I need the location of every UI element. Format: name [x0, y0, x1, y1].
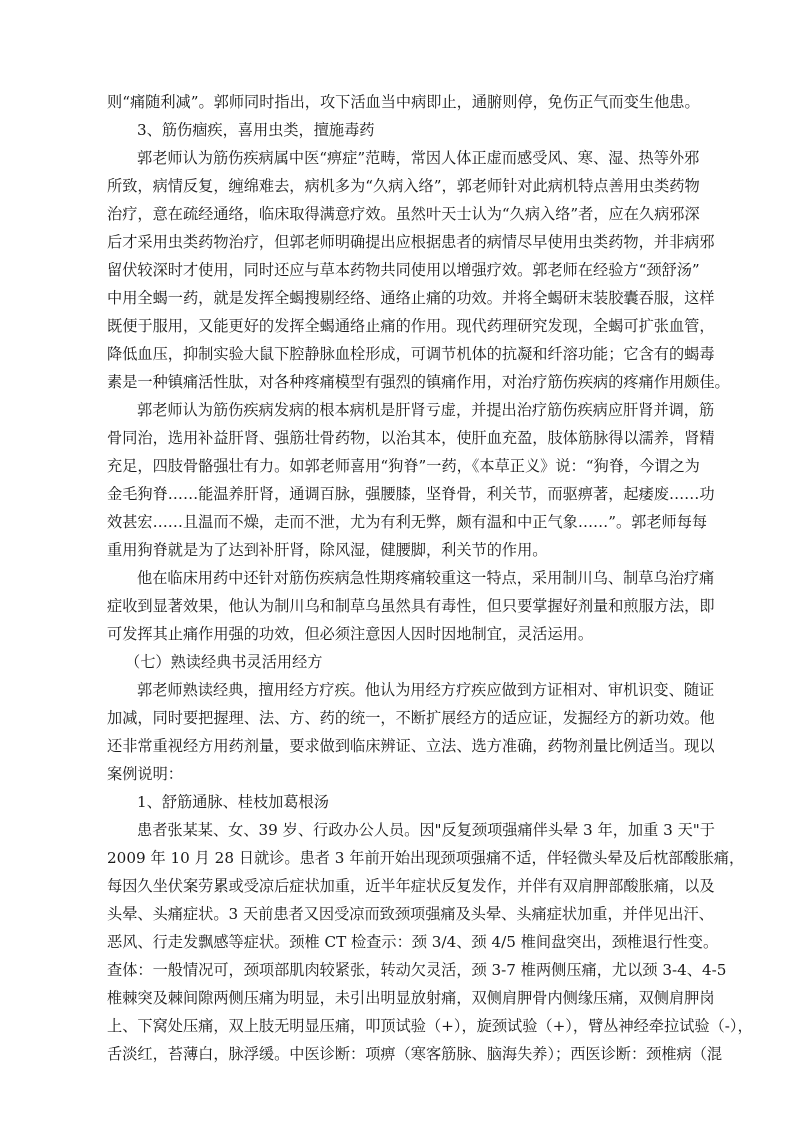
text-line: 上、下窝处压痛，双上肢无明显压痛，叩顶试验（+），旋颈试验（+），臂丛神经牵拉试验（-）， [107, 1017, 753, 1035]
text-line: 他在临床用药中还针对筋伤疾病急性期疼痛较重这一特点，采用制川乌、制草乌治疗痛 [137, 569, 715, 587]
paragraph [107, 676, 715, 788]
paragraph [107, 88, 700, 116]
paragraph [107, 396, 715, 564]
text-line: 重用狗脊就是为了达到补肝肾，除风湿，健腰脚，利关节的作用。 [107, 541, 548, 559]
text-line: 查体：一般情况可，颈项部肌肉较紧张，转动欠灵活，颈 3-7 椎两侧压痛，尤以颈 3-4、4-5 [107, 961, 727, 979]
text-line: 加减，同时要把握理、法、方、药的统一，不断扩展经方的适应证，发掘经方的新功效。他 [107, 709, 715, 727]
text-line: 3、筋伤痼疾，喜用虫类，擅施毒药 [137, 121, 375, 139]
text-line: 既便于服用，又能更好的发挥全蝎通络止痛的作用。现代药理研究发现，全蝎可扩张血管， [107, 317, 715, 335]
text-line: 中用全蝎一药，就是发挥全蝎搜剔经络、通络止痛的功效。并将全蝎研末装胶囊吞服，这样 [107, 289, 715, 307]
section-heading [107, 648, 687, 676]
text-line: 郭老师认为筋伤疾病属中医“痹症”范畴，常因人体正虚而感受风、寒、湿、热等外邪 [137, 149, 700, 167]
text-line: 郭老师认为筋伤疾病发病的根本病机是肝肾亏虚，并提出治疗筋伤疾病应肝肾并调，筋 [137, 401, 715, 419]
section-heading [107, 788, 687, 816]
text-line: 留伏较深时才使用，同时还应与草本药物共同使用以增强疗效。郭老师在经验方“颈舒汤” [107, 261, 700, 279]
section-heading [107, 116, 687, 144]
text-line: 所致，病情反复，缠绵难去，病机多为“久病入络”，郭老师针对此病机特点善用虫类药物 [107, 177, 700, 195]
text-line: 还非常重视经方用药剂量，要求做到临床辨证、立法、选方准确，药物剂量比例适当。现以 [107, 737, 715, 755]
text-line: 降低血压，抑制实验大鼠下腔静脉血栓形成，可调节机体的抗凝和纤溶功能；它含有的蝎毒 [107, 345, 715, 363]
paragraph [107, 564, 715, 648]
text-line: 症收到显著效果，他认为制川乌和制草乌虽然具有毒性，但只要掌握好剂量和煎服方法，即 [107, 597, 715, 615]
text-line: 每因久坐伏案劳累或受凉后症状加重，近半年症状反复发作，并伴有双肩胛部酸胀痛，以及 [107, 877, 715, 895]
text-line: 骨同治，选用补益肝肾、强筋壮骨药物，以治其本，使肝血充盈，肢体筋脉得以濡养，肾精 [107, 429, 715, 447]
text-line: 舌淡红，苔薄白，脉浮缓。中医诊断：项痹（寒客筋脉、脑海失养）；西医诊断：颈椎病（混 [107, 1045, 723, 1063]
text-line: 素是一种镇痛活性肽，对各种疼痛模型有强烈的镇痛作用，对治疗筋伤疾病的疼痛作用颇佳。 [107, 373, 730, 391]
paragraph [107, 816, 753, 1068]
text-line: 1、舒筋通脉、桂枝加葛根汤 [137, 793, 329, 811]
text-line: （七）熟读经典书灵活用经方 [125, 653, 323, 671]
text-line: 可发挥其止痛作用强的功效，但必须注意因人因时因地制宜，灵活运用。 [107, 625, 593, 643]
text-line: 郭老师熟读经典，擅用经方疗疾。他认为用经方疗疾应做到方证相对、审机识变、随证 [137, 681, 715, 699]
text-line: 2009 年 10 月 28 日就诊。患者 3 年前开始出现颈项强痛不适，伴轻微头晕及后枕部酸胀痛， [107, 849, 745, 867]
text-line: 头晕、头痛症状。3 天前患者又因受凉而致颈项强痛及头晕、头痛症状加重，并伴见出汗、 [107, 905, 714, 923]
text-line: 效甚宏……且温而不燥，走而不泄，尤为有利无弊，颇有温和中正气象……”。郭老师每每 [107, 513, 708, 531]
text-line: 后才采用虫类药物治疗，但郭老师明确提出应根据患者的病情尽早使用虫类药物，并非病邪 [107, 233, 715, 251]
text-line: 椎棘突及棘间隙两侧压痛为明显，未引出明显放射痛，双侧肩胛骨内侧缘压痛，双侧肩胛岗 [107, 989, 715, 1007]
text-line: 则“痛随利减”。郭师同时指出，攻下活血当中病即止，通腑则停，免伤正气而变生他患。 [107, 93, 700, 111]
text-line: 恶风、行走发飘感等症状。颈椎 CT 检查示：颈 3/4、颈 4/5 椎间盘突出，颈椎退行性变。 [107, 933, 719, 951]
document-page [107, 88, 753, 1068]
text-line: 充足，四肢骨骼强壮有力。如郭老师喜用“狗脊”一药，《本草正义》说：“狗脊，今谓之为 [107, 457, 700, 475]
text-line: 金毛狗脊……能温养肝肾，通调百脉，强腰膝，坚脊骨，利关节，而驱痹著，起痿废……功 [107, 485, 715, 503]
text-line: 患者张某某、女、39 岁、行政办公人员。因"反复颈项强痛伴头晕 3 年，加重 3 天"于 [137, 821, 715, 839]
text-line: 案例说明： [107, 765, 183, 783]
text-line: 治疗，意在疏经通络，临床取得满意疗效。虽然叶天士认为“久病入络”者，应在久病邪深 [107, 205, 700, 223]
paragraph [107, 144, 730, 396]
